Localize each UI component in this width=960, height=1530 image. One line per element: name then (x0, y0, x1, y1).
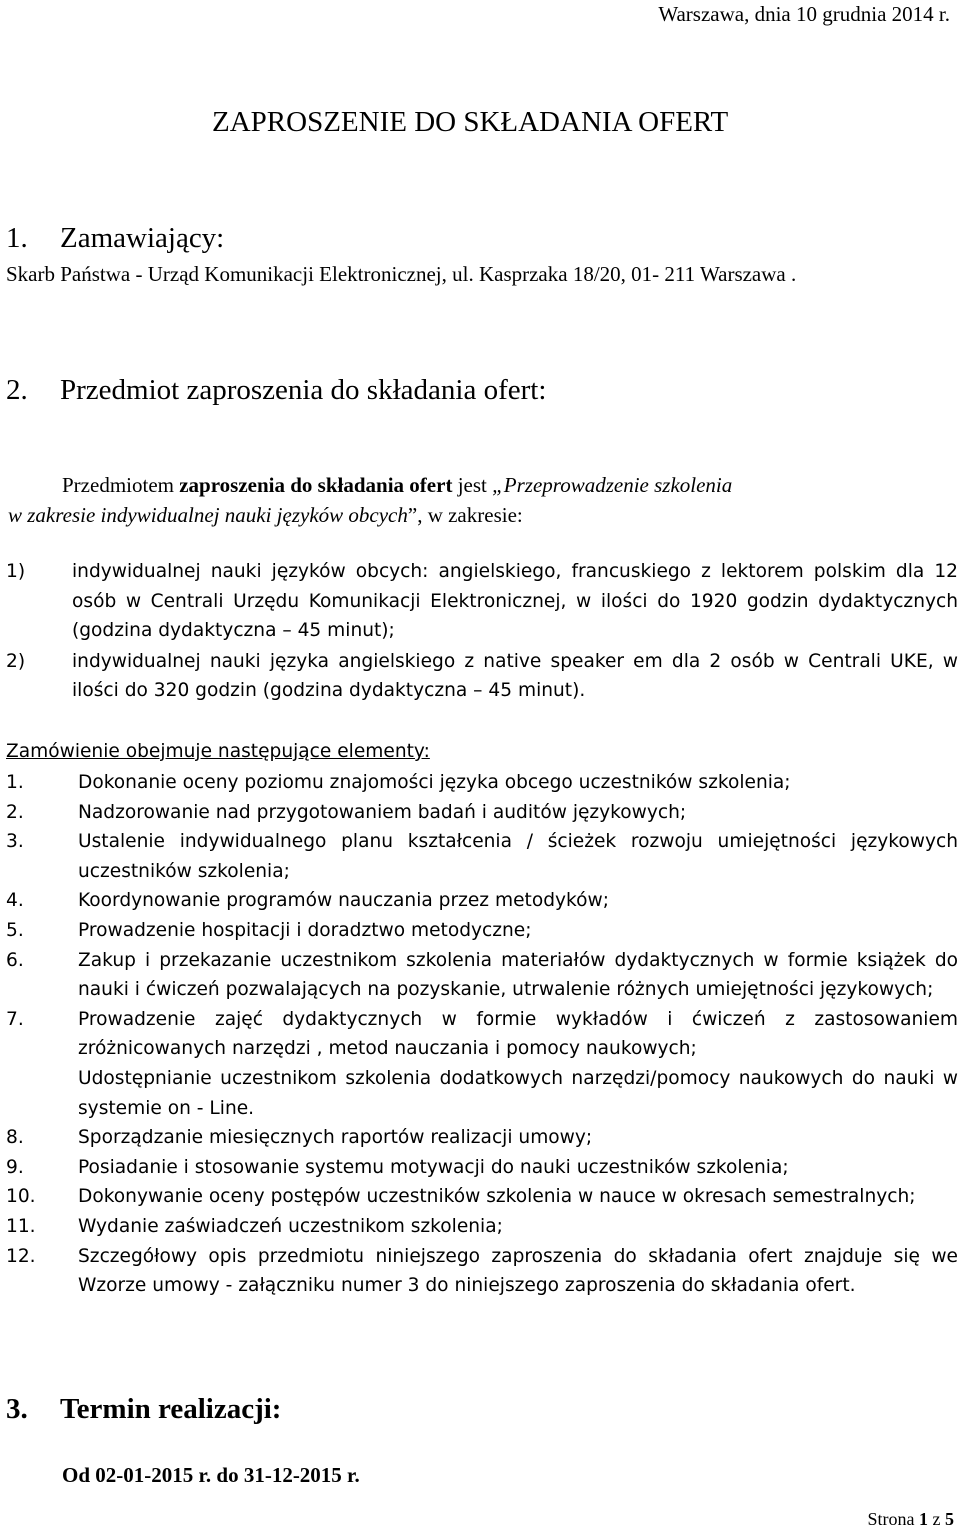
section-1-title: Zamawiający: (60, 222, 225, 254)
list-item-text: Dokonywanie oceny postępów uczestników szkolenia w nauce w okresach semestralnych; (78, 1186, 916, 1208)
contracting-authority: Skarb Państwa - Urząd Komunikacji Elektronicznej, ul. Kasprzaka 18/20, 01- 211 Warszawa . (6, 262, 797, 286)
section-2-number: 2. (6, 374, 28, 406)
list-item (0, 1153, 958, 1183)
elements-list (0, 768, 958, 1301)
list-marker: 8. (6, 1127, 24, 1149)
list-marker: 2. (6, 801, 24, 823)
subject-intro (8, 470, 958, 530)
list-marker: 6. (6, 949, 24, 971)
list-item-text: indywidualnej nauki języków obcych: angielskiego, francuskiego z lektorem polskim dla 12 osób w Centrali Urzędu Komunikacji Elektronicznej, w ilości do 1920 godzin dydaktycznych (godzina dydaktyczna – 45 minut); (72, 561, 958, 642)
list-marker: 11. (6, 1215, 36, 1237)
list-item-text: Prowadzenie zajęć dydaktycznych w formie wykładów i ćwiczeń z zastosowaniem zróżnicowanych narzędzi , metod nauczania i pomocy naukowych; (78, 1008, 958, 1060)
list-item (0, 647, 958, 706)
list-item-text: Wydanie zaświadczeń uczestnikom szkolenia; (78, 1215, 503, 1237)
list-marker: 4. (6, 890, 24, 912)
list-item (0, 1182, 958, 1212)
total-pages: 5 (945, 1509, 954, 1529)
elements-heading: Zamówienie obejmuje następujące elementy: (6, 741, 430, 762)
list-marker: 3. (6, 831, 24, 853)
section-3-heading (6, 1393, 281, 1426)
intro-text: ”, w zakresie: (407, 503, 523, 527)
list-item (0, 886, 958, 916)
list-marker: 1) (6, 561, 26, 582)
list-marker: 2) (6, 650, 26, 672)
list-item-text: Posiadanie i stosowanie systemu motywacji do nauki uczestników szkolenia; (78, 1156, 789, 1178)
list-item (0, 1242, 958, 1301)
section-3-number: 3. (6, 1393, 28, 1425)
list-item-text: Dokonanie oceny poziomu znajomości języka obcego uczestników szkolenia; (78, 772, 791, 793)
list-item (0, 1005, 958, 1064)
list-item-text: Sporządzanie miesięcznych raportów realizacji umowy; (78, 1127, 593, 1149)
list-item-text: Zakup i przekazanie uczestnikom szkolenia materiałów dydaktycznych w formie książek do nauki i ćwiczeń pozwalających na pozyskanie, utrwalenie różnych umiejętności językowych; (78, 949, 958, 1001)
list-item-text: indywidualnej nauki języka angielskiego z native speaker em dla 2 osób w Centrali UKE, w ilości do 320 godzin (godzina dydaktyczna – 45 minut). (72, 650, 958, 702)
list-item (0, 827, 958, 886)
document-date: Warszawa, dnia 10 grudnia 2014 r. (658, 2, 950, 26)
page-label: Strona (867, 1509, 919, 1529)
page-number (868, 1509, 955, 1530)
list-item (0, 946, 958, 1005)
section-2-heading (6, 374, 546, 407)
section-2-title: Przedmiot zaproszenia do składania ofert: (60, 374, 547, 406)
section-1-heading (6, 222, 224, 255)
list-item (0, 916, 958, 946)
intro-italic: „Przeprowadzenie szkolenia (492, 473, 733, 497)
page-separator: z (928, 1509, 945, 1529)
list-marker: 10. (6, 1186, 36, 1208)
list-item (0, 557, 958, 646)
intro-text: Przedmiotem (62, 473, 180, 497)
list-item (0, 1212, 958, 1242)
list-item-text: Ustalenie indywidualnego planu kształcenia / ścieżek rozwoju umiejętności językowych uczestników szkolenia; (78, 831, 958, 882)
list-marker: 5. (6, 919, 24, 941)
list-item-text: Szczegółowy opis przedmiotu niniejszego zaproszenia do składania ofert znajduje się we Wzorze umowy - załączniku numer 3 do niniejszego zaproszenia do składania ofert. (78, 1245, 958, 1297)
section-3-title: Termin realizacji: (60, 1393, 282, 1425)
list-marker: 9. (6, 1156, 24, 1178)
intro-text: jest (452, 473, 493, 497)
intro-bold: zaproszenia do składania ofert (179, 473, 453, 497)
list-item (0, 768, 958, 798)
scope-list (0, 557, 958, 707)
list-item-text: Prowadzenie hospitacji i doradztwo metodyczne; (78, 919, 532, 941)
list-item-text: Koordynowanie programów nauczania przez metodyków; (78, 890, 609, 912)
list-item (0, 1123, 958, 1153)
intro-italic: w zakresie indywidualnej nauki języków obcych (8, 503, 408, 527)
list-marker: 7. (6, 1008, 24, 1030)
list-item-text: Nadzorowanie nad przygotowaniem badań i auditów językowych; (78, 801, 687, 823)
list-marker: 1. (6, 772, 24, 793)
list-item (0, 798, 958, 828)
list-item-continuation: Udostępnianie uczestnikom szkolenia dodatkowych narzędzi/pomocy naukowych do nauki w systemie on - Line. (78, 1067, 958, 1119)
list-marker: 12. (6, 1245, 36, 1267)
current-page: 1 (919, 1509, 928, 1529)
document-title: ZAPROSZENIE DO SKŁADANIA OFERT (212, 106, 729, 138)
realization-term: Od 02-01-2015 r. do 31-12-2015 r. (62, 1463, 360, 1487)
section-1-number: 1. (6, 222, 28, 254)
